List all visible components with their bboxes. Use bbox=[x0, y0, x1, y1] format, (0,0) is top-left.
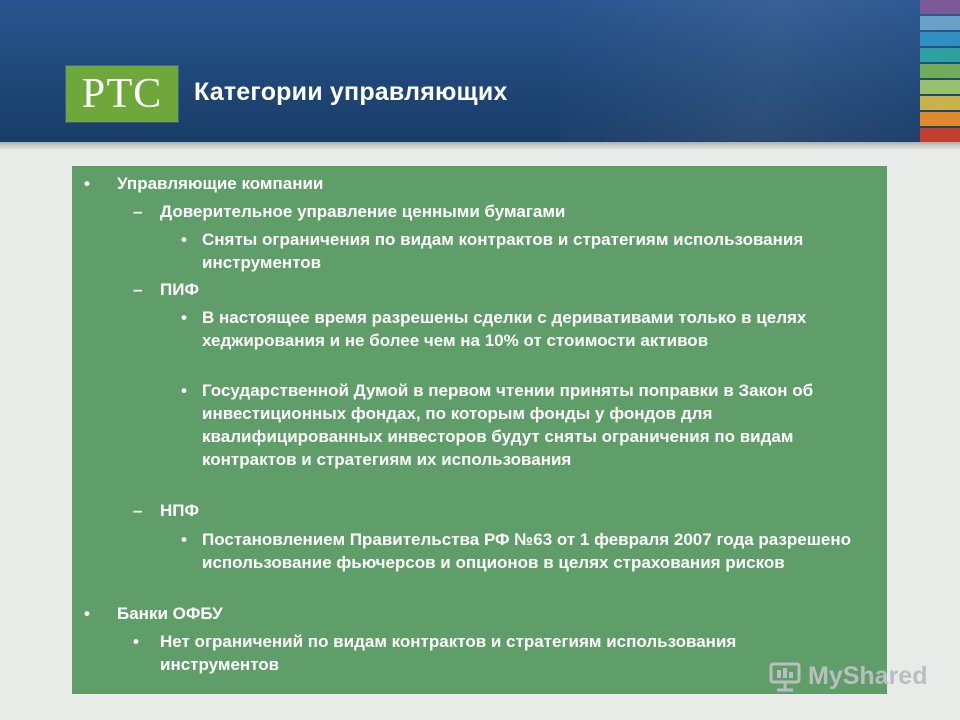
dash-marker: – bbox=[133, 501, 143, 520]
list-item bbox=[133, 200, 860, 223]
item-text: Постановлением Правительства РФ №63 от 1 февраля 2007 года разрешено использование фьючерсов и опционов в целях страхования рисков bbox=[202, 530, 852, 572]
stripe-9 bbox=[920, 128, 960, 142]
bullet-marker: • bbox=[84, 604, 90, 623]
item-text: Доверительное управление ценными бумагами bbox=[160, 202, 566, 221]
item-text: ПИФ bbox=[160, 280, 199, 299]
content-panel bbox=[72, 166, 887, 694]
item-text: НПФ bbox=[160, 501, 200, 520]
item-text: Банки ОФБУ bbox=[117, 604, 223, 623]
stripe-3 bbox=[920, 32, 960, 46]
dash-marker: – bbox=[133, 280, 143, 299]
item-text: Государственной Думой в первом чтении приняты поправки в Закон об инвестиционных фондах, по которым фонды у фондов для квалифицированных инвесторов будут сняты ограничения по видам контрактов и стратегиям их использования bbox=[202, 381, 814, 469]
watermark-text: MyShared bbox=[808, 661, 928, 690]
watermark bbox=[768, 656, 928, 696]
color-stripes bbox=[920, 0, 960, 142]
list-item bbox=[133, 499, 860, 522]
dash-marker: – bbox=[133, 202, 143, 221]
item-text: Нет ограничений по видам контрактов и стратегиям использования инструментов bbox=[160, 632, 737, 674]
stripe-2 bbox=[920, 16, 960, 30]
list-item bbox=[84, 172, 857, 195]
list-item bbox=[181, 306, 877, 352]
list-item bbox=[181, 528, 862, 574]
list-item bbox=[84, 602, 857, 625]
list-item bbox=[133, 630, 760, 676]
slide-title: Категории управляющих bbox=[194, 78, 508, 106]
slide-header bbox=[0, 0, 960, 142]
bullet-marker: • bbox=[181, 230, 187, 249]
stripe-8 bbox=[920, 112, 960, 126]
stripe-5 bbox=[920, 64, 960, 78]
header-shadow bbox=[0, 142, 960, 150]
item-text: Сняты ограничения по видам контрактов и стратегиям использования инструментов bbox=[202, 230, 804, 272]
stripe-4 bbox=[920, 48, 960, 62]
stripe-1 bbox=[920, 0, 960, 14]
logo-text: РТС bbox=[81, 71, 163, 117]
header-sheen bbox=[560, 0, 960, 142]
bullet-marker: • bbox=[133, 632, 139, 651]
bullet-marker: • bbox=[181, 530, 187, 549]
list-item bbox=[181, 228, 842, 274]
bullet-marker: • bbox=[181, 381, 187, 400]
bullet-marker: • bbox=[84, 174, 90, 193]
presentation-icon bbox=[768, 659, 802, 693]
rts-logo bbox=[66, 66, 178, 122]
list-item bbox=[133, 278, 860, 301]
stripe-6 bbox=[920, 80, 960, 94]
list-item bbox=[181, 379, 877, 471]
item-text: Управляющие компании bbox=[117, 174, 324, 193]
bullet-marker: • bbox=[181, 308, 187, 327]
stripe-7 bbox=[920, 96, 960, 110]
item-text: В настоящее время разрешены сделки с деривативами только в целях хеджирования и не более чем на 10% от стоимости активов bbox=[202, 308, 807, 350]
